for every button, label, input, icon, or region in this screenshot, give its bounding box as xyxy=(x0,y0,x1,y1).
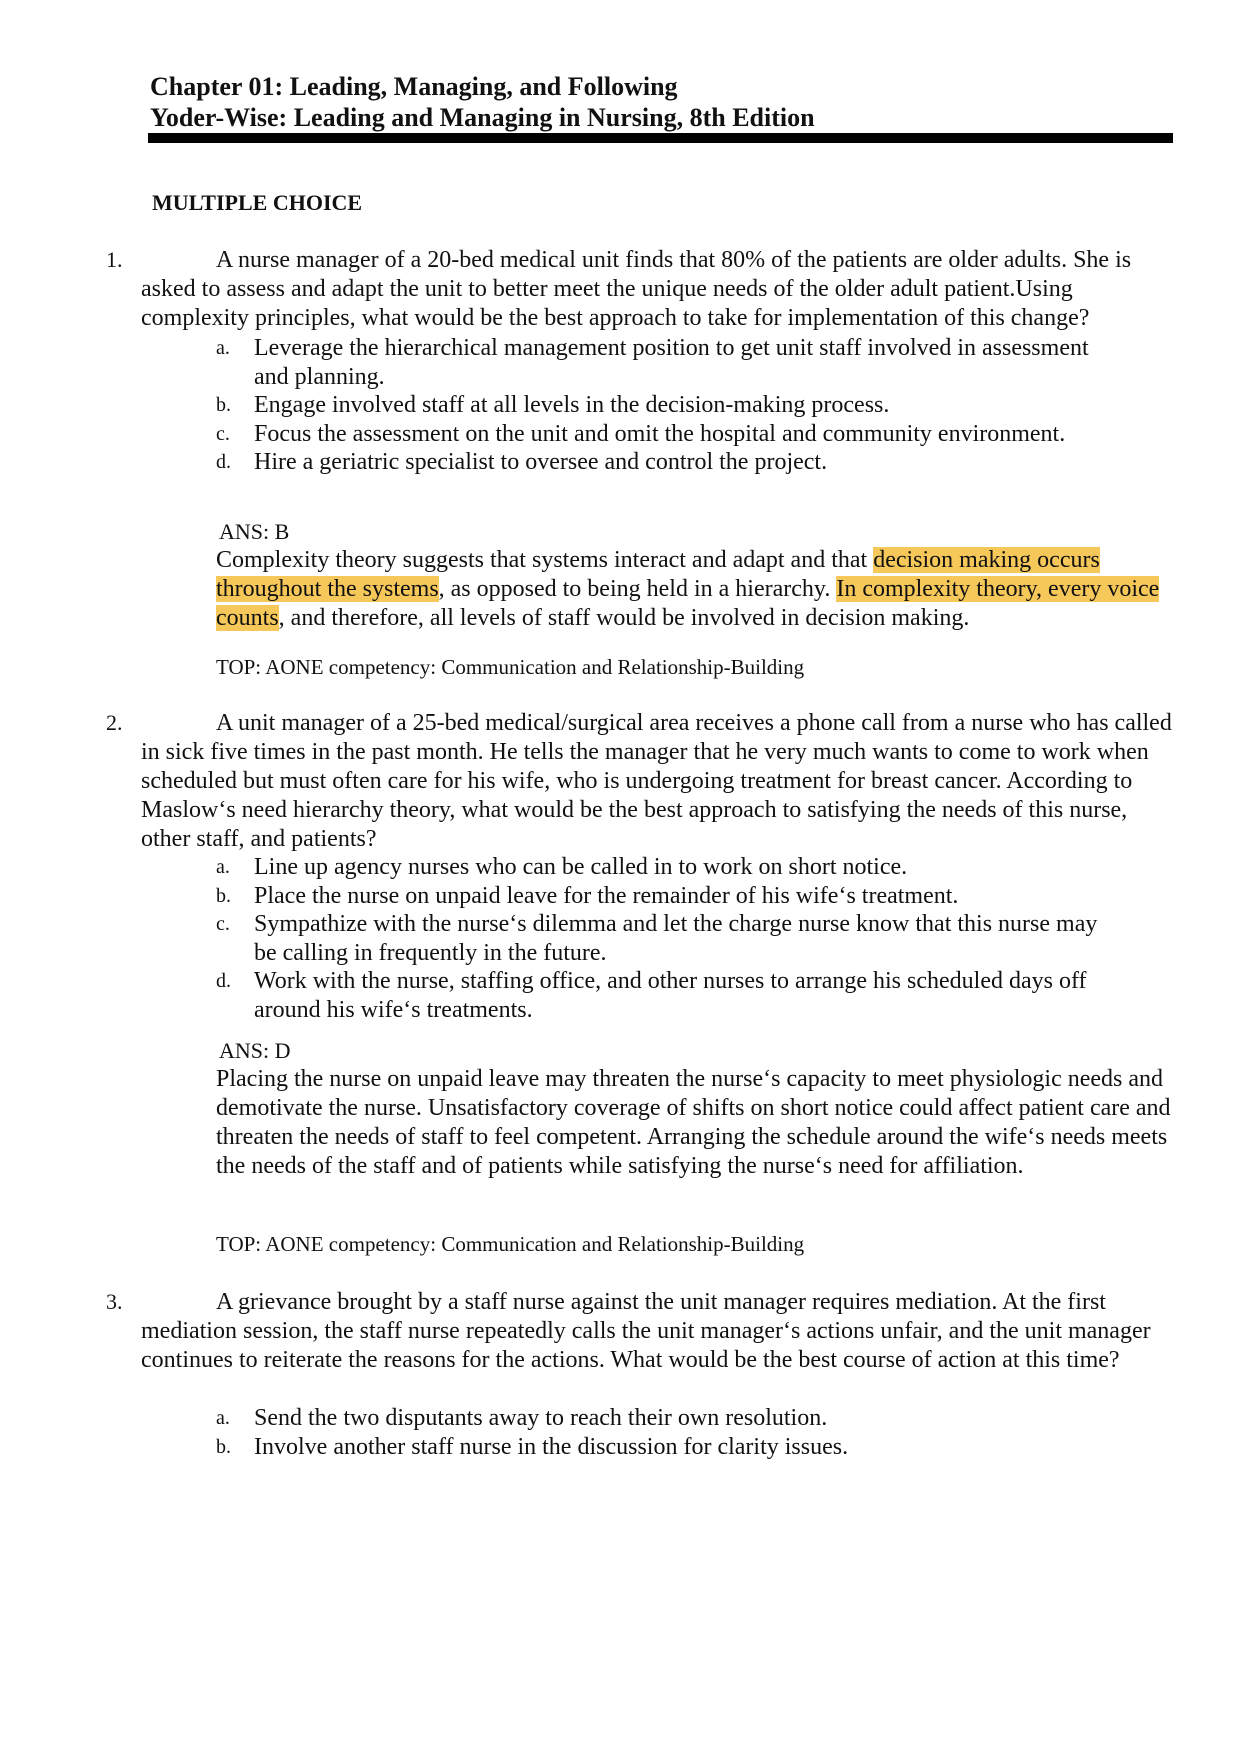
option-letter: d. xyxy=(216,970,231,992)
option-a xyxy=(216,853,1116,882)
option-d xyxy=(216,448,1116,477)
answer-options xyxy=(216,1404,1116,1461)
option-text: Engage involved staff at all levels in the decision-making process. xyxy=(254,392,890,418)
answer-block xyxy=(216,517,1176,633)
option-d xyxy=(216,967,1116,1024)
section-heading: MULTIPLE CHOICE xyxy=(152,190,363,215)
option-text: Involve another staff nurse in the discussion for clarity issues. xyxy=(254,1433,849,1460)
answer-options xyxy=(216,853,1116,1024)
option-text: Leverage the hierarchical management position to get unit staff involved in assessment and planning. xyxy=(254,335,1089,390)
answer-key: ANS: B xyxy=(219,519,290,544)
header-rule xyxy=(148,133,1173,143)
rationale xyxy=(216,546,1176,633)
option-text: Work with the nurse, staffing office, and other nurses to arrange his scheduled days off around his wife‘s treatments. xyxy=(254,968,1087,1023)
option-b xyxy=(216,882,1116,911)
option-text: Place the nurse on unpaid leave for the remainder of his wife‘s treatment. xyxy=(254,882,959,909)
question-number: 1. xyxy=(106,247,123,272)
question-number: 2. xyxy=(106,710,123,735)
question-stem: A nurse manager of a 20-bed medical unit finds that 80% of the patients are older adults. She is asked to assess and adapt the unit to better meet the unique needs of the older adult patient.Using complexity principles, what would be the best approach to take for implementation of this change? xyxy=(141,247,1132,331)
option-letter: c. xyxy=(216,913,230,935)
answer-key: ANS: D xyxy=(219,1038,291,1063)
chapter-title: Chapter 01: Leading, Managing, and Following xyxy=(150,72,678,101)
option-a xyxy=(216,334,1116,391)
option-b xyxy=(216,1433,1116,1462)
rationale: Placing the nurse on unpaid leave may threaten the nurse‘s capacity to meet physiologic needs and demotivate the nurse. Unsatisfactory coverage of shifts on short notice could affect patient care and threaten the needs of staff to feel competent. Arranging the schedule around the wife‘s needs meets the needs of the staff and of patients while satisfying the nurse‘s need for affiliation. xyxy=(216,1066,1171,1179)
option-letter: a. xyxy=(216,1407,230,1429)
question-stem: A unit manager of a 25-bed medical/surgical area receives a phone call from a nurse who has called in sick five times in the past month. He tells the manager that he very much wants to come to work when scheduled but must often care for his wife, who is undergoing treatment for breast cancer. According to Maslow‘s need hierarchy theory, what would be the best approach to satisfying the needs of this nurse, other staff, and patients? xyxy=(141,710,1172,852)
highlighted-text: In complexity theory, every voice counts xyxy=(216,576,1160,631)
option-letter: b. xyxy=(216,884,231,907)
question-stem: A grievance brought by a staff nurse against the unit manager requires mediation. At the first mediation session, the staff nurse repeatedly calls the unit manager‘s actions unfair, and the unit manager continues to reiterate the reasons for the actions. What would be the best course of action at this time? xyxy=(141,1289,1151,1373)
option-text: Hire a geriatric specialist to oversee and control the project. xyxy=(254,449,828,475)
option-c xyxy=(216,910,1116,967)
option-letter: b. xyxy=(216,1435,231,1458)
option-b xyxy=(216,391,1116,420)
option-letter: b. xyxy=(216,394,231,416)
option-letter: a. xyxy=(216,337,230,359)
highlighted-text: decision making occurs throughout the systems xyxy=(216,547,1100,602)
question-number: 3. xyxy=(106,1289,123,1314)
option-c xyxy=(216,420,1116,449)
option-text: Send the two disputants away to reach their own resolution. xyxy=(254,1405,828,1431)
option-text: Focus the assessment on the unit and omit the hospital and community environment. xyxy=(254,420,1066,447)
option-a xyxy=(216,1404,1116,1433)
topic-line: TOP: AONE competency: Communication and Relationship-Building xyxy=(216,1232,805,1256)
option-letter: c. xyxy=(216,422,230,445)
option-letter: a. xyxy=(216,856,230,878)
answer-options xyxy=(216,334,1116,477)
option-text: Sympathize with the nurse‘s dilemma and let the charge nurse know that this nurse may be calling in frequently in the future. xyxy=(254,911,1098,966)
answer-block xyxy=(216,1036,1176,1181)
document-header xyxy=(150,71,1170,133)
option-letter: d. xyxy=(216,451,231,473)
rationale-text: , as opposed to being held in a hierarchy. xyxy=(438,576,837,602)
book-title: Yoder-Wise: Leading and Managing in Nursing, 8th Edition xyxy=(150,103,815,132)
rationale-text: , and therefore, all levels of staff would be involved in decision making. xyxy=(278,605,970,631)
rationale-text: Complexity theory suggests that systems interact and adapt and that xyxy=(216,547,874,573)
option-text: Line up agency nurses who can be called in to work on short notice. xyxy=(254,854,908,880)
topic-line: TOP: AONE competency: Communication and Relationship-Building xyxy=(216,655,805,679)
